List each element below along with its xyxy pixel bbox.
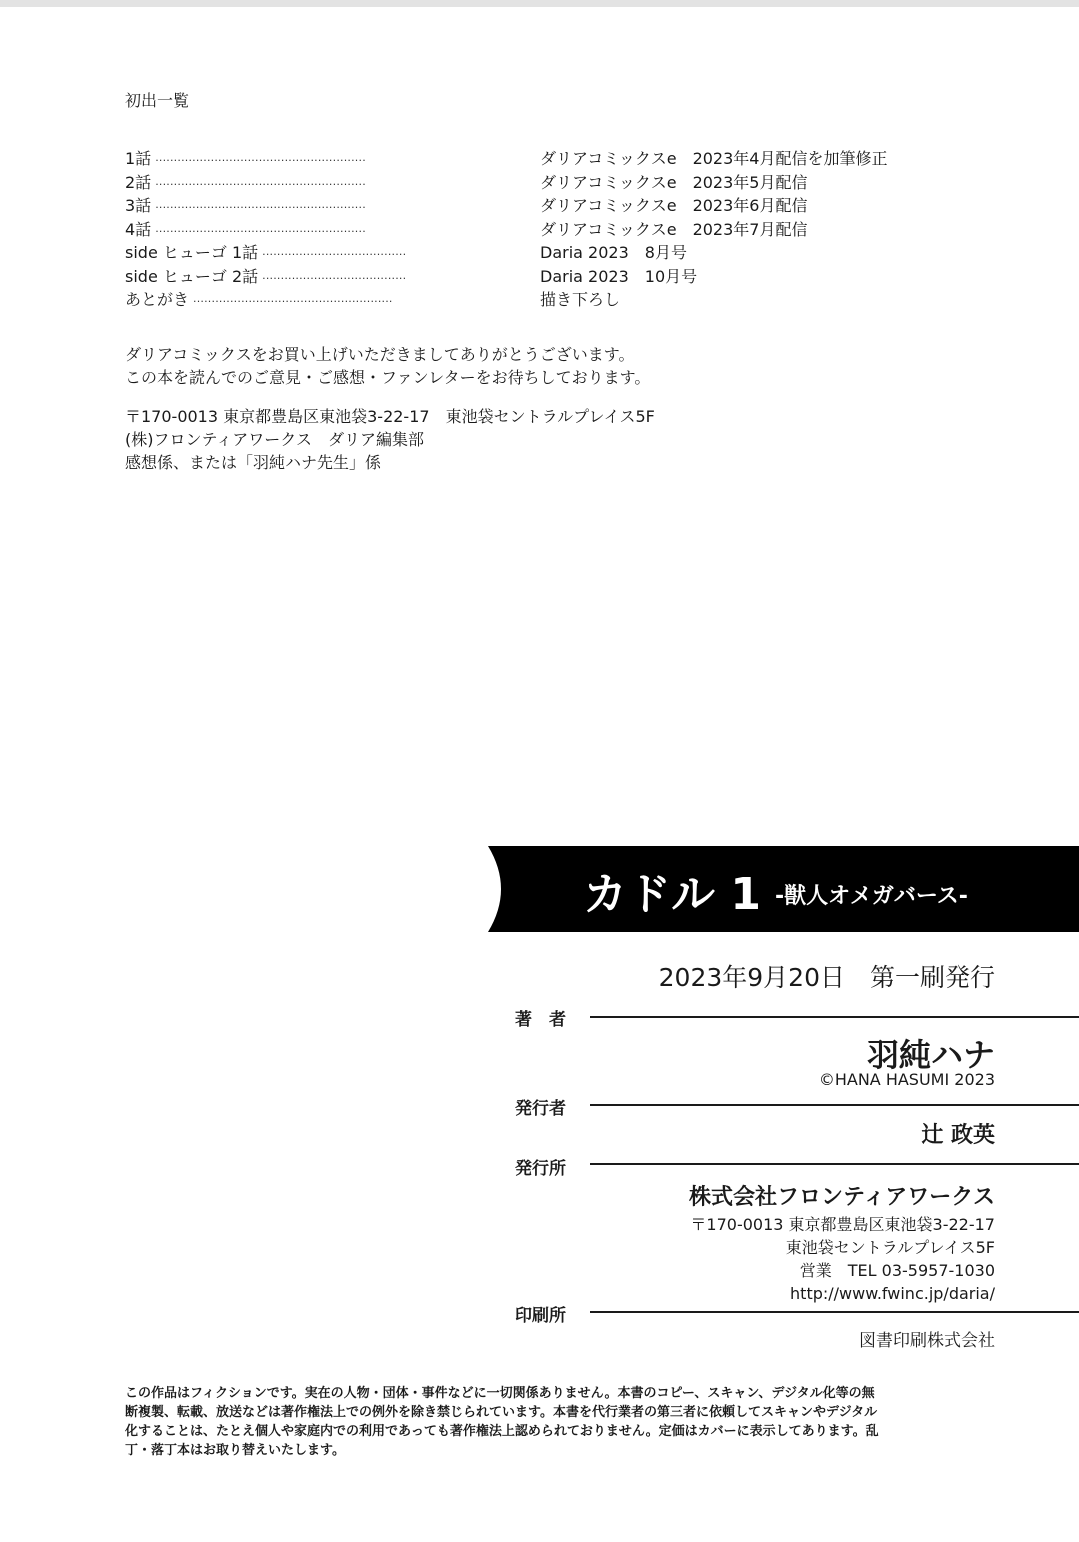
leader-dots: ······································· <box>262 248 407 261</box>
book-subtitle: -獣人オメガバース- <box>774 884 968 909</box>
source-label: ダリアコミックスe 2023年4月配信を加筆修正 <box>540 149 888 168</box>
printer-label: 印刷所 <box>515 1306 566 1326</box>
list-item <box>125 170 925 194</box>
book-title <box>583 858 968 922</box>
list-item <box>125 287 925 311</box>
list-item <box>125 217 925 241</box>
episode-label: 1話 <box>125 149 152 168</box>
book-title-main: カドル 1 <box>583 869 761 920</box>
source-label: ダリアコミックスe 2023年5月配信 <box>540 172 808 192</box>
mail-dept-line: (株)フロンティアワークス ダリア編集部 <box>125 430 425 449</box>
episode-label: 4話 <box>125 219 152 239</box>
source-label: 描き下ろし <box>540 290 621 309</box>
address-line: 東池袋セントラルプレイス5F <box>785 1238 995 1257</box>
address-line: 〒170-0013 東京都豊島区東池袋3-22-17 <box>690 1215 995 1234</box>
divider <box>590 1163 1079 1165</box>
thanks-line: この本を読んでのご意見・ご感想・ファンレターをお待ちしております。 <box>125 368 651 387</box>
episode-label: 3話 <box>125 196 152 215</box>
divider <box>590 1104 1079 1106</box>
divider <box>590 1311 1079 1313</box>
source-label: Daria 2023 10月号 <box>540 266 698 286</box>
leader-dots: ························································· <box>155 201 366 214</box>
publisher-label: 発行者 <box>515 1099 566 1119</box>
episode-label: あとがき <box>125 290 190 309</box>
fan-mail-address <box>125 405 655 474</box>
printer-name: 図書印刷株式会社 <box>859 1331 995 1351</box>
leader-dots: ························································· <box>155 154 366 167</box>
first-appearance-heading: 初出一覧 <box>125 91 190 110</box>
website-url: http://www.fwinc.jp/daria/ <box>790 1284 995 1303</box>
list-item <box>125 264 925 288</box>
mail-recipient-line: 感想係、または「羽純ハナ先生」係 <box>125 453 382 472</box>
company-name: 株式会社フロンティアワークス <box>688 1185 995 1210</box>
disclaimer-line: この作品はフィクションです。実在の人物・団体・事件などに一切関係ありません。本書のコピー、スキャン、デジタル化等の無 <box>125 1386 875 1401</box>
legal-disclaimer <box>125 1384 1005 1460</box>
episode-label: side ヒューゴ 1話 <box>125 243 259 262</box>
leader-dots: ······································· <box>262 271 407 285</box>
episode-label: side ヒューゴ 2話 <box>125 266 259 286</box>
source-label: Daria 2023 8月号 <box>540 243 687 262</box>
list-item <box>125 146 925 170</box>
leader-dots: ························································· <box>155 224 366 238</box>
copyright: ©HANA HASUMI 2023 <box>818 1070 995 1089</box>
source-label: ダリアコミックスe 2023年7月配信 <box>540 219 808 239</box>
episode-label: 2話 <box>125 172 152 192</box>
first-appearance-list <box>125 146 925 311</box>
disclaimer-line: 化することは、たとえ個人や家庭内での利用であっても著作権法上認められておりません。定価はカバーに表示してあります。乱 <box>125 1424 879 1439</box>
mail-address-line: 〒170-0013 東京都豊島区東池袋3-22-17 東池袋セントラルプレイス5F <box>125 407 655 426</box>
title-band <box>488 846 1079 932</box>
top-bar <box>0 0 1079 7</box>
divider <box>590 1016 1079 1018</box>
disclaimer-line: 断複製、転載、放送などは著作権法上での例外を除き禁じられています。本書を代行業者の第三者に依頼してスキャンやデジタル <box>125 1405 878 1420</box>
source-label: ダリアコミックスe 2023年6月配信 <box>540 196 808 215</box>
author-label: 著 者 <box>515 1010 566 1030</box>
author-name: 羽純ハナ <box>866 1036 995 1074</box>
list-item <box>125 240 925 264</box>
publishing-office-label: 発行所 <box>515 1159 566 1179</box>
disclaimer-line: 丁・落丁本はお取り替えいたします。 <box>125 1443 345 1458</box>
leader-dots: ······················································ <box>193 295 393 308</box>
thanks-line: ダリアコミックスをお買い上げいただきましてありがとうございます。 <box>125 345 635 364</box>
list-item <box>125 193 925 217</box>
company-address <box>690 1213 995 1305</box>
tel-line: 営業 TEL 03-5957-1030 <box>799 1261 995 1280</box>
leader-dots: ························································· <box>155 177 366 191</box>
publisher-name: 辻 政英 <box>921 1123 995 1148</box>
publication-date: 2023年9月20日 第一刷発行 <box>658 963 995 992</box>
thanks-message <box>125 343 650 389</box>
